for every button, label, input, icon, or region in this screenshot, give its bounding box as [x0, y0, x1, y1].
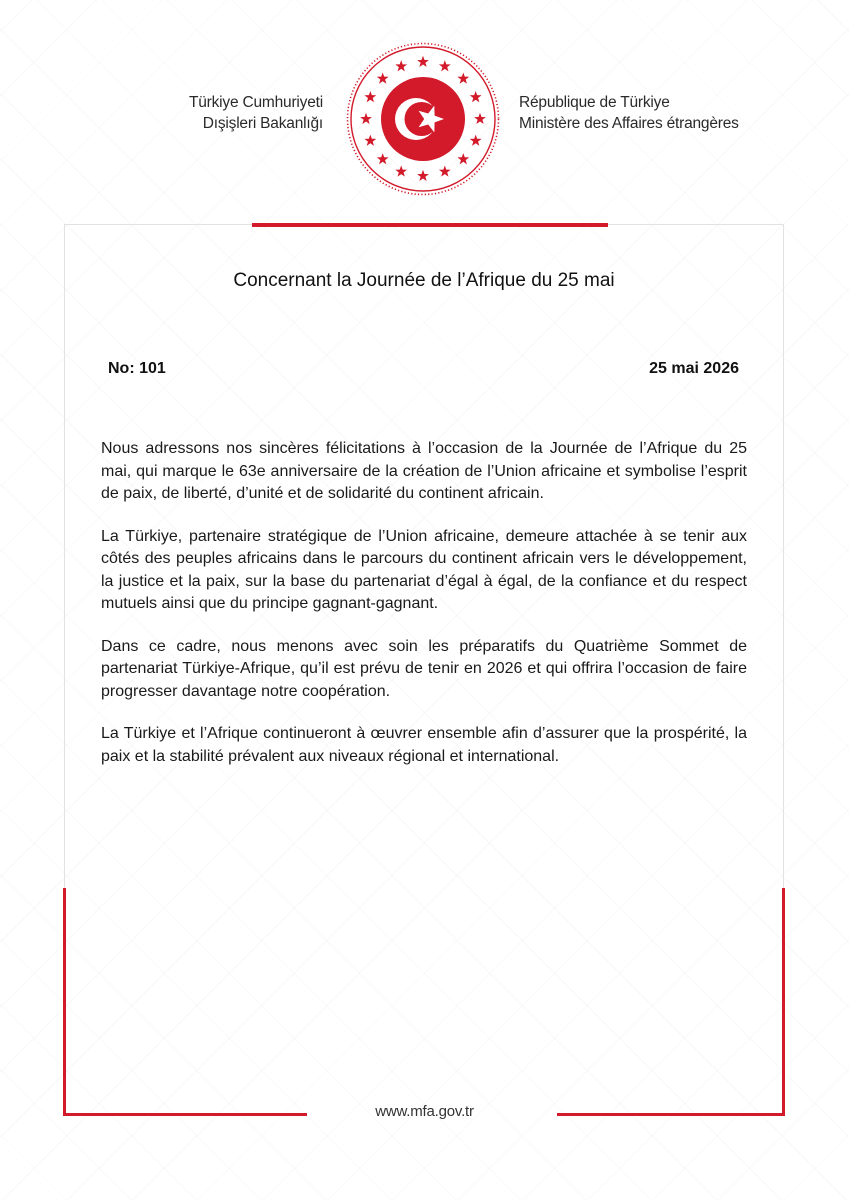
header-institution-fr [519, 92, 749, 134]
header-institution-tr [180, 92, 323, 134]
header-fr-line2: Ministère des Affaires étrangères [519, 115, 739, 132]
frame-top-left-line [64, 224, 252, 225]
seal-star-icon [457, 153, 469, 164]
document-body [101, 438, 747, 788]
document-date: 25 mai 2026 [649, 360, 739, 377]
seal-star-icon [439, 165, 451, 176]
header-tr-line2: Dışişleri Bakanlığı [202, 115, 323, 132]
document-title: Concernant la Journée de l’Afrique du 25 mai [233, 270, 615, 291]
header-tr-line1: Türkiye Cumhuriyeti [188, 94, 323, 111]
seal-star-icon [417, 170, 429, 181]
seal-star-icon [474, 113, 486, 124]
seal-star-icon [364, 91, 376, 102]
frame-top-right-line [608, 224, 784, 225]
seal-star-icon [364, 135, 376, 146]
frame-right-line [783, 224, 784, 1116]
frame-top-red-accent [252, 223, 608, 227]
seal-star-icon [470, 91, 482, 102]
seal-star-icon [470, 135, 482, 146]
seal-star-icon [377, 153, 389, 164]
body-paragraph: La Türkiye et l’Afrique continueront à œuvrer ensemble afin d’assurer que la prospérité, la paix et la stabilité prévalent aux niveaux régional et international. [101, 725, 747, 765]
seal-star-icon [457, 72, 469, 83]
frame-left-line [64, 224, 65, 1116]
header-fr-line1: République de Türkiye [519, 94, 670, 111]
frame-left-red [63, 888, 66, 1116]
frame-right-red [782, 888, 785, 1116]
seal-star-icon [439, 60, 451, 71]
seal-star-icon [395, 60, 407, 71]
seal-star-icon [360, 113, 372, 124]
seal-star-icon [417, 56, 429, 67]
ministry-seal-icon [346, 42, 500, 196]
document-number: No: 101 [108, 360, 166, 377]
seal-star-icon [395, 165, 407, 176]
body-paragraph: Dans ce cadre, nous menons avec soin les préparatifs du Quatrième Sommet de partenariat Türkiye-Afrique, qu’il est prévu de tenir en 2026 et qui offrira l’occasion de faire progresser davantage notre coopération. [101, 637, 747, 700]
body-paragraph: Nous adressons nos sincères félicitations à l’occasion de la Journée de l’Afrique du 25 mai, qui marque le 63e anniversaire de la création de l’Union africaine et symbolise l’esprit de paix, de liberté, d’unité et de solidarité du continent africain. [101, 440, 747, 502]
body-paragraph: La Türkiye, partenaire stratégique de l’Union africaine, demeure attachée à se tenir aux côtés des peuples africains dans le parcours du continent africain vers le développement, la justice et la paix, sur la base du partenariat d’égal à égal, de la confiance et du respect mutuels ainsi que du principe gagnant-gagnant. [101, 527, 747, 612]
seal-star-icon [377, 72, 389, 83]
footer-website-link[interactable]: www.mfa.gov.tr [375, 1103, 474, 1120]
